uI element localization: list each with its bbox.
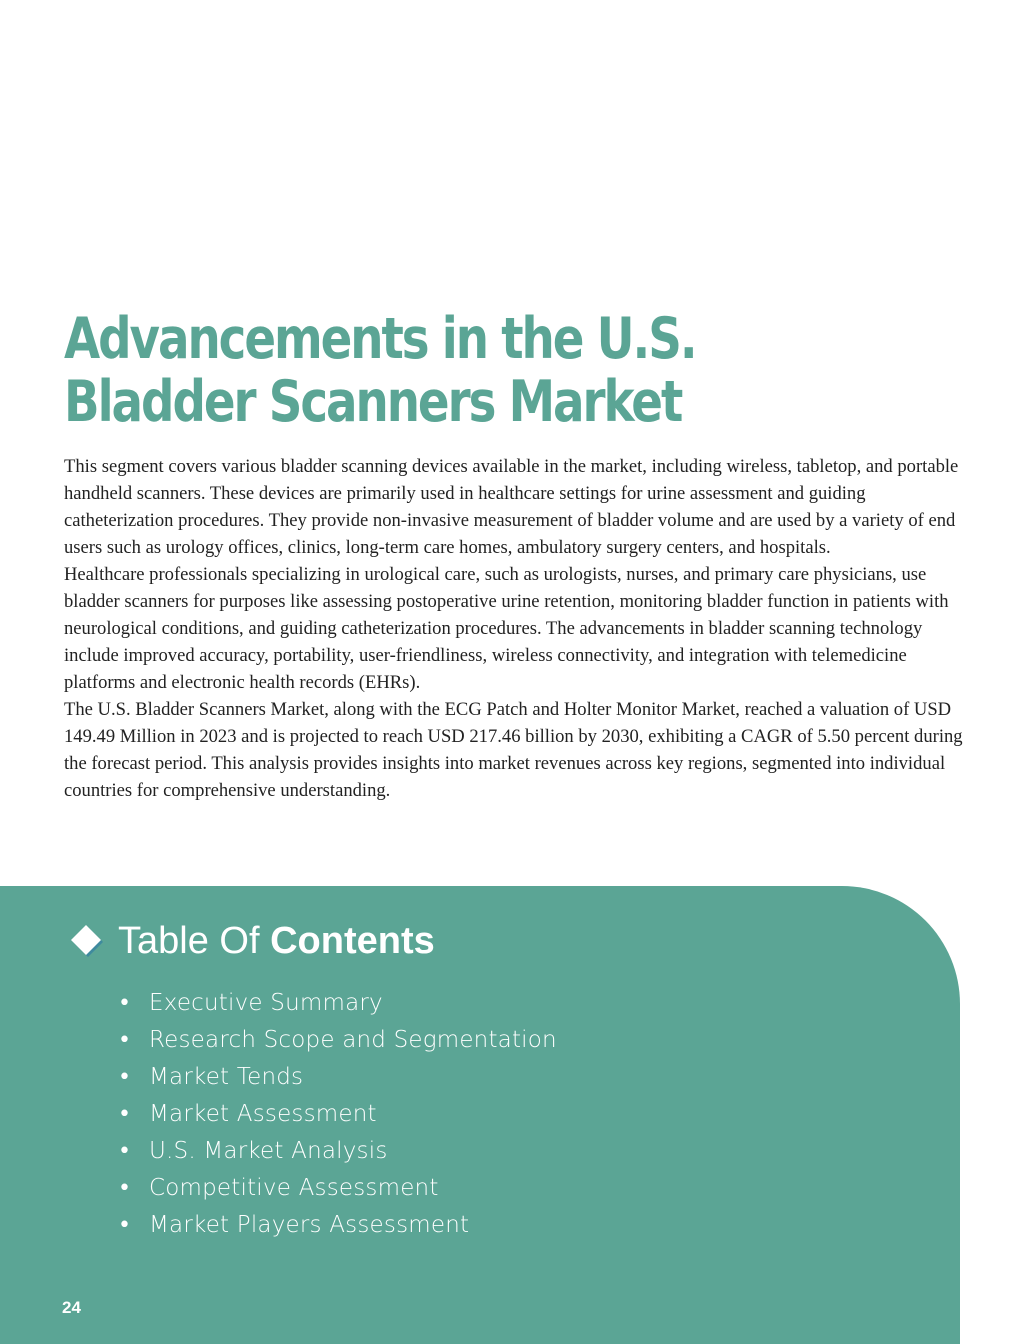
toc-item-label: Competitive Assessment (149, 1175, 439, 1201)
toc-item (118, 1022, 557, 1059)
bullet-icon: • (118, 1028, 131, 1053)
bullet-icon: • (118, 1213, 131, 1238)
toc-title-light: Table Of (118, 920, 271, 962)
toc-title (118, 918, 435, 964)
paragraph-2: Healthcare professionals specializing in urological care, such as urologists, nurses, and primary care physicians, use bladder scanners for purposes like assessing postoperative urine retention, monitoring bladder function in patients with neurological conditions, and guiding catheterization procedures. The advancements in bladder scanning technology include improved accuracy, portability, user-friendliness, wireless connectivity, and integration with telemedicine platforms and electronic health records (EHRs). (64, 564, 949, 693)
heading-line-2: Bladder Scanners Market (64, 369, 682, 435)
toc-item-label: Research Scope and Segmentation (149, 1027, 557, 1053)
bullet-icon: • (118, 1065, 131, 1090)
toc-item-label: Executive Summary (149, 990, 383, 1016)
page-number: 24 (62, 1298, 81, 1317)
toc-item (118, 1207, 557, 1244)
toc-item (118, 985, 557, 1022)
toc-item (118, 1170, 557, 1207)
toc-item (118, 1096, 557, 1133)
body-text (64, 453, 964, 804)
paragraph-1: This segment covers various bladder scanning devices available in the market, including wireless, tabletop, and portable handheld scanners. These devices are primarily used in healthcare settings for urine assessment and guiding catheterization procedures. They provide non-invasive measurement of bladder volume and are used by a variety of end users such as urology offices, clinics, long-term care homes, ambulatory surgery centers, and hospitals. (64, 456, 959, 558)
bullet-icon: • (118, 1176, 131, 1201)
toc-item-label: Market Assessment (149, 1101, 377, 1127)
bullet-icon: • (118, 1102, 131, 1127)
toc-item-label: Market Players Assessment (149, 1212, 470, 1238)
toc-item-label: U.S. Market Analysis (149, 1138, 388, 1164)
bullet-icon: • (118, 991, 131, 1016)
toc-title-bold: Contents (270, 920, 435, 962)
toc-item (118, 1059, 557, 1096)
bullet-icon: • (118, 1139, 131, 1164)
page-heading (64, 308, 802, 434)
toc-list (118, 985, 557, 1244)
toc-item-label: Market Tends (149, 1064, 304, 1090)
heading-line-1: Advancements in the U.S. (64, 306, 696, 372)
diamond-icon (69, 924, 103, 958)
toc-item (118, 1133, 557, 1170)
paragraph-3: The U.S. Bladder Scanners Market, along with the ECG Patch and Holter Monitor Market, reached a valuation of USD 149.49 Million in 2023 and is projected to reach USD 217.46 billion by 2030, exhibiting a CAGR of 5.50 percent during the forecast period. This analysis provides insights into market revenues across key regions, segmented into individual countries for comprehensive understanding. (64, 699, 963, 801)
